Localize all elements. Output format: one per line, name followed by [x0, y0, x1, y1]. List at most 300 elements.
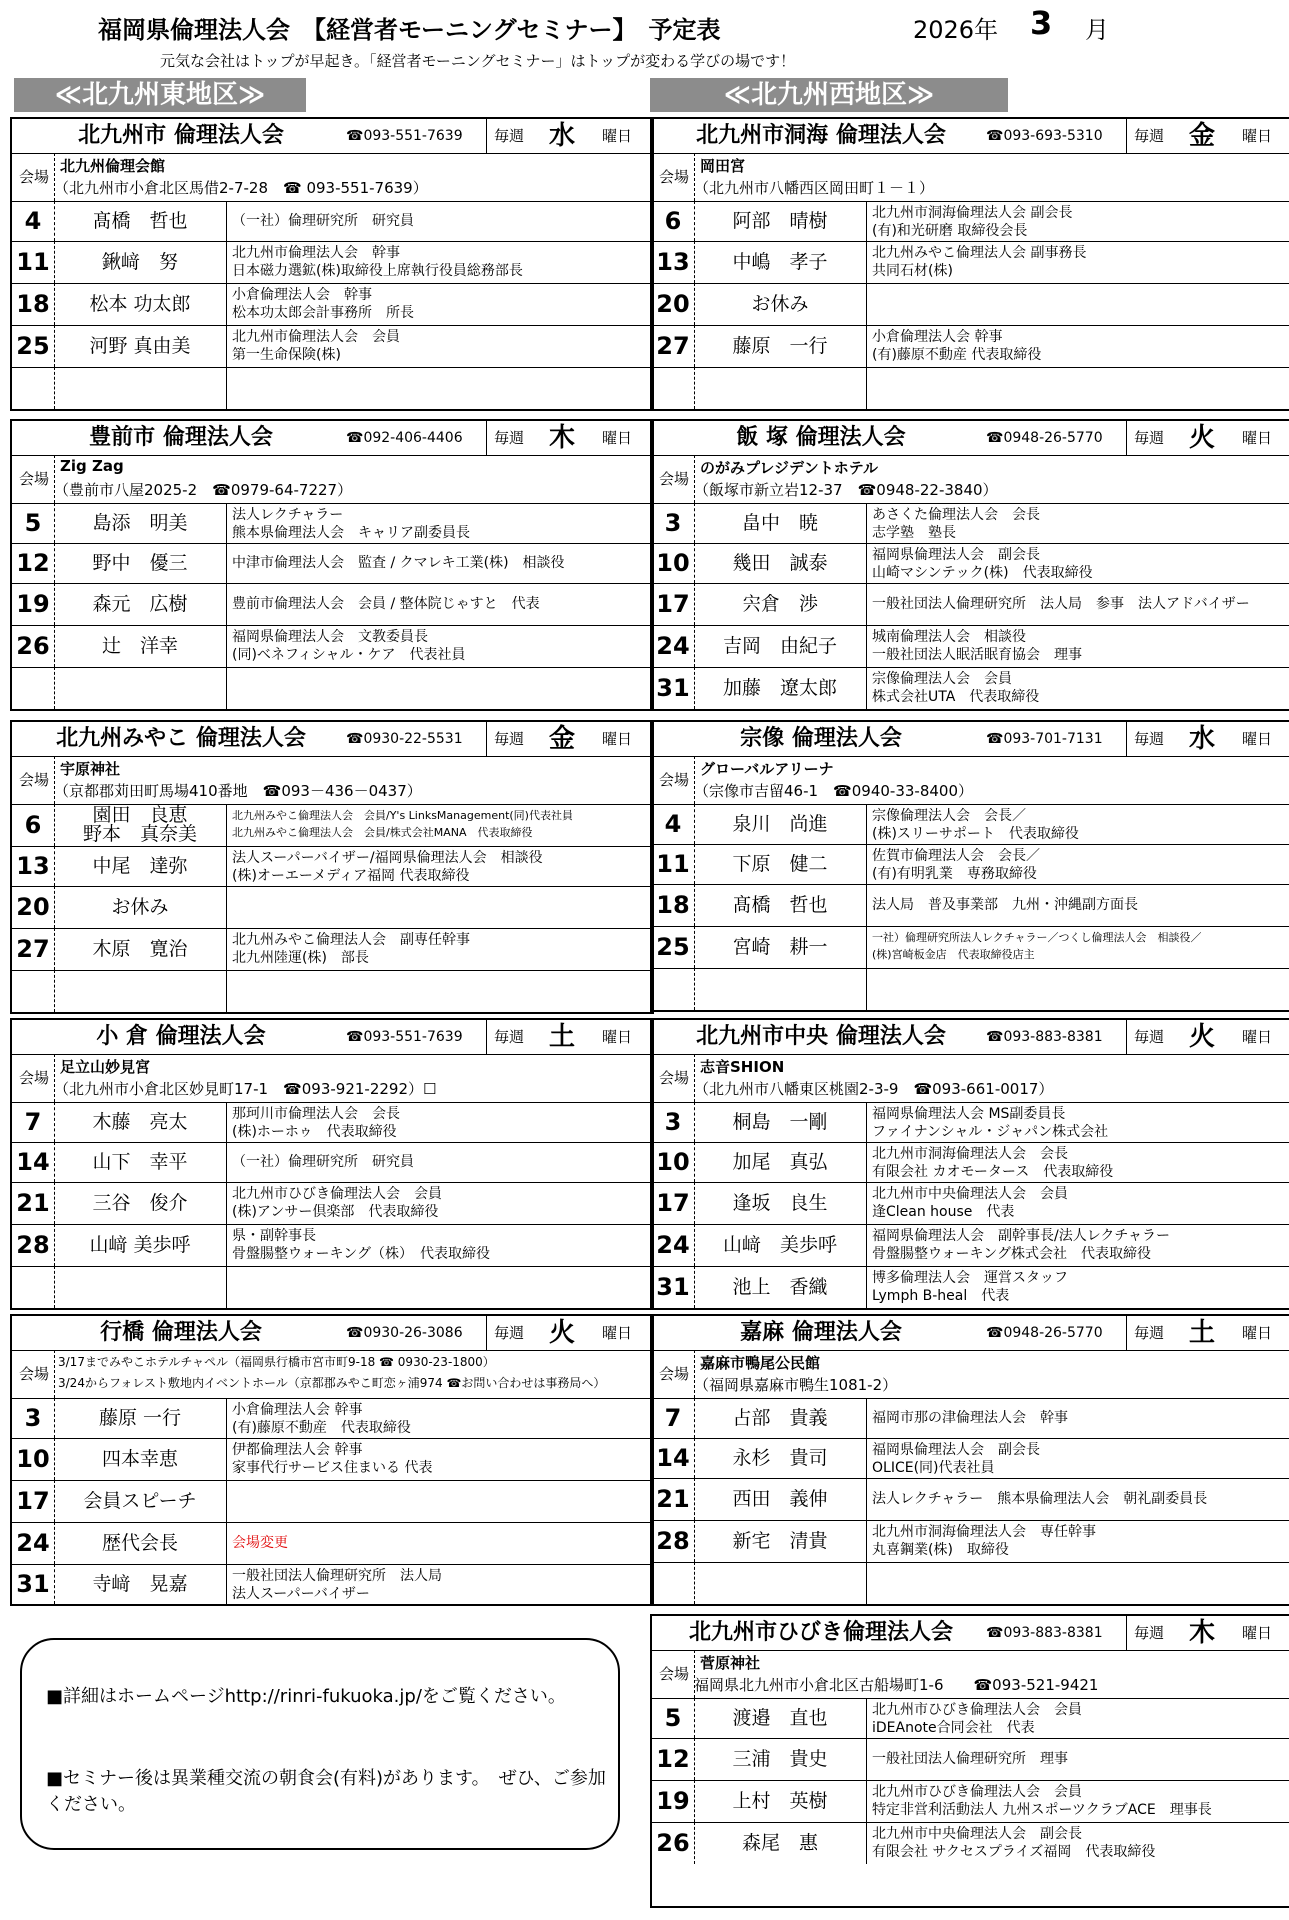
row-date: 21 [12, 1182, 55, 1224]
role-line: 宗像倫理法人会 会員 [872, 671, 1012, 687]
row-date: 14 [12, 1142, 55, 1182]
schedule-row [652, 1822, 1289, 1864]
speaker-role [232, 886, 650, 928]
row-date: 31 [12, 1564, 55, 1604]
weekly-label: 毎週 [486, 1316, 531, 1350]
chapter-header [12, 722, 652, 757]
role-line: 博多倫理法人会 運営スタッフ [872, 1270, 1068, 1286]
speaker-role [872, 1520, 1289, 1562]
schedule-row [652, 543, 1289, 584]
page-subtitle: 元気な会社はトップが早起き。「経営者モーニングセミナー」はトップが変わる学びの場です！ [160, 52, 796, 70]
role-line: 北九州市洞海倫理法人会 専任幹事 [872, 1524, 1096, 1540]
speaker-role [232, 970, 650, 1012]
speaker-name: お休み [54, 886, 227, 928]
role-line: (有)有明乳業 専務取締役 [872, 866, 1037, 882]
schedule-row [652, 1266, 1289, 1308]
month-unit: 月 [1085, 16, 1109, 44]
schedule-row [12, 1480, 652, 1523]
speaker-role [872, 844, 1289, 884]
speaker-role [872, 1142, 1289, 1182]
chapter-block [650, 1314, 1289, 1606]
role-line: 松本功太郎会計事務所 所長 [232, 305, 414, 321]
note-homepage: ■詳細はホームページhttp://rinri-fukuoka.jp/をご覧ください。 [46, 1686, 566, 1707]
speaker-name: 加尾 真弘 [694, 1142, 867, 1182]
role-line: 有限会社 カオモータース 代表取締役 [872, 1164, 1114, 1180]
schedule-row [12, 1522, 652, 1565]
speaker-role [232, 1564, 650, 1604]
row-date: 5 [12, 503, 55, 543]
role-line: 北九州陸運(株) 部長 [232, 950, 369, 966]
venue-address: （北九州市小倉北区妙見町17-1 ☎093-921-2292）☐ [54, 1080, 437, 1098]
schedule-row [12, 503, 652, 544]
speaker-role [872, 1224, 1289, 1266]
row-date: 25 [652, 926, 695, 968]
speaker-name: 桐島 一剛 [694, 1102, 867, 1142]
meeting-day: 木 [1188, 1618, 1215, 1648]
meeting-day: 土 [1188, 1318, 1215, 1348]
meeting-day: 水 [1188, 724, 1215, 754]
role-line: Lymph B-heal 代表 [872, 1288, 1010, 1304]
speaker-name: 松本 功太郎 [54, 283, 227, 325]
page-header [0, 0, 1289, 50]
role-line: 県・副幹事長 [232, 1228, 316, 1244]
chapter-name: 北九州市中央 倫理法人会 [696, 1024, 946, 1049]
venue-section [652, 1350, 1289, 1399]
speaker-name: 中尾 達弥 [54, 846, 227, 886]
role-line: 北九州市中央倫理法人会 副会長 [872, 1826, 1082, 1842]
role-line: OLICE(同)代表社員 [872, 1460, 995, 1476]
speaker-name: 三谷 俊介 [54, 1182, 227, 1224]
weekly-label: 毎週 [1126, 1020, 1171, 1054]
venue-address: 福岡県北九州市小倉北区古船場町1-6 ☎093-521-9421 [694, 1676, 1099, 1694]
chapter-phone: ☎0948-26-5770 [986, 1325, 1103, 1341]
row-date [12, 667, 55, 709]
meeting-day: 木 [548, 423, 575, 453]
schedule-row [652, 1698, 1289, 1739]
role-line: 骨盤腸整ウォーキング株式会社 代表取締役 [872, 1246, 1152, 1262]
schedule-row [12, 928, 652, 971]
row-date: 10 [652, 543, 695, 583]
weekday-label: 曜日 [1241, 730, 1272, 748]
role-line: 特定非営利活動法人 九州スポーツクラブACE 理事長 [872, 1802, 1212, 1818]
schedule-row [652, 241, 1289, 284]
speaker-role [872, 1102, 1289, 1142]
schedule-row [652, 1520, 1289, 1563]
venue-section [652, 1054, 1289, 1103]
role-line: あさくた倫理法人会 会長 [872, 507, 1040, 523]
row-date: 24 [652, 625, 695, 667]
page-title: 福岡県倫理法人会 【経営者モーニングセミナー】 予定表 [98, 16, 721, 44]
row-date: 13 [12, 846, 55, 886]
district-east-banner: ≪北九州東地区≫ [14, 78, 306, 112]
role-line: (株)ホーホゥ 代表取締役 [232, 1124, 397, 1140]
role-line: (有)和光研磨 取締役会長 [872, 223, 1028, 239]
role-line: 伊都倫理法人会 幹事 [232, 1442, 363, 1458]
row-date: 12 [12, 543, 55, 583]
chapter-name: 北九州市 倫理法人会 [78, 123, 284, 148]
speaker-name: 歴代会長 [54, 1522, 227, 1564]
venue-label: 会場 [654, 1650, 695, 1698]
role-line: （一社）倫理研究所 研究員 [232, 1154, 414, 1170]
venue-address: （福岡県嘉麻市鴨生1081-2） [694, 1376, 898, 1394]
role-line: 小倉倫理法人会 幹事 [232, 287, 372, 303]
row-date: 31 [652, 667, 695, 709]
district-west-banner: ≪北九州西地区≫ [650, 78, 1008, 112]
venue-label: 会場 [654, 756, 695, 804]
role-line: 北九州市中央倫理法人会 会員 [872, 1186, 1068, 1202]
schedule-row [652, 1398, 1289, 1439]
chapter-block [650, 1614, 1289, 1908]
schedule-row [652, 1224, 1289, 1267]
chapter-block [10, 419, 654, 711]
row-date: 24 [12, 1522, 55, 1564]
row-date: 25 [12, 325, 55, 367]
speaker-name: 畠中 暁 [694, 503, 867, 543]
schedule-row [12, 970, 652, 1012]
chapter-block [650, 1018, 1289, 1310]
schedule-row [12, 241, 652, 284]
role-line: (株)アンサー倶楽部 代表取締役 [232, 1204, 439, 1220]
venue-address: （飯塚市新立岩12-37 ☎0948-22-3840） [694, 481, 998, 499]
chapter-header [652, 119, 1289, 154]
schedule-row [12, 625, 652, 668]
weekday-label: 曜日 [601, 127, 632, 145]
chapter-header [652, 1616, 1289, 1651]
row-date: 10 [12, 1438, 55, 1480]
meeting-day: 火 [1188, 423, 1215, 453]
venue-section [12, 756, 652, 805]
speaker-role [232, 325, 650, 367]
role-line: 北九州みやこ倫理法人会 副事務長 [872, 245, 1087, 261]
role-line: 北九州市洞海倫理法人会 副会長 [872, 205, 1073, 221]
row-date: 3 [652, 1102, 695, 1142]
meeting-day: 金 [548, 724, 575, 754]
role-line: 家事代行サービス住まいる 代表 [232, 1460, 433, 1476]
speaker-name: 髙橋 哲也 [694, 884, 867, 926]
speaker-role [872, 367, 1289, 409]
venue-name: 嘉麻市鴨尾公民館 [700, 1354, 821, 1372]
chapter-header [652, 1316, 1289, 1351]
role-line: 山崎マシンテック(株) 代表取締役 [872, 565, 1093, 581]
schedule-row [652, 926, 1289, 969]
chapter-phone: ☎093-883-8381 [986, 1625, 1103, 1641]
chapter-block [10, 1018, 654, 1310]
role-line: 福岡県倫理法人会 MS副委員長 [872, 1106, 1066, 1122]
speaker-role [232, 804, 650, 846]
schedule-row [12, 804, 652, 847]
schedule-row [12, 201, 652, 242]
weekly-label: 毎週 [486, 722, 531, 756]
role-line: 福岡県倫理法人会 副会長 [872, 1442, 1040, 1458]
speaker-name: 加藤 遼太郎 [694, 667, 867, 709]
chapter-name: 北九州市ひびき倫理法人会 [688, 1620, 953, 1645]
speaker-name: 下原 健二 [694, 844, 867, 884]
speaker-role [232, 1398, 650, 1438]
venue-section [652, 756, 1289, 805]
row-date: 28 [652, 1520, 695, 1562]
speaker-name: 寺﨑 晃嘉 [54, 1564, 227, 1604]
row-date: 4 [652, 804, 695, 844]
role-line: 一社）倫理研究所法人レクチャラー／つくし倫理法人会 相談役／ [872, 931, 1202, 944]
chapter-block [10, 720, 654, 1014]
schedule-row [652, 625, 1289, 668]
speaker-name [694, 968, 867, 1010]
speaker-name: 上村 英樹 [694, 1780, 867, 1822]
role-line: 福岡県倫理法人会 副幹事長/法人レクチャラー [872, 1228, 1171, 1244]
weekday-label: 曜日 [1241, 429, 1272, 447]
speaker-name: 野中 優三 [54, 543, 227, 583]
chapter-header [12, 421, 652, 456]
schedule-row [12, 1102, 652, 1143]
speaker-name: 河野 真由美 [54, 325, 227, 367]
speaker-name [54, 970, 227, 1012]
role-line: 骨盤腸整ウォーキング（株） 代表取締役 [232, 1246, 491, 1262]
speaker-role [232, 1266, 650, 1308]
schedule-row [12, 667, 652, 709]
speaker-role [872, 583, 1289, 625]
role-line: (株)宮崎板金店 代表取締役店主 [872, 948, 1035, 961]
role-line: 株式会社UTA 代表取締役 [872, 689, 1040, 705]
schedule-row [652, 1738, 1289, 1781]
role-line: 北九州みやこ倫理法人会 副専任幹事 [232, 932, 470, 948]
speaker-role [872, 1698, 1289, 1738]
meeting-day: 金 [1188, 121, 1215, 151]
weekly-label: 毎週 [1126, 119, 1171, 153]
speaker-name: 藤原 一行 [54, 1398, 227, 1438]
venue-name: のがみプレジデントホテル [700, 459, 878, 477]
role-line: 北九州市ひびき倫理法人会 会員 [232, 1186, 442, 1202]
speaker-name: 森元 広樹 [54, 583, 227, 625]
schedule-row [652, 1102, 1289, 1143]
venue-notice-2: 3/24からフォレスト敷地内イベントホール（京都郡みやこ町恋ヶ浦974 ☎お問い合わせは事務局へ） [58, 1376, 606, 1390]
speaker-name [54, 1266, 227, 1308]
chapter-name: 嘉麻 倫理法人会 [740, 1320, 902, 1345]
role-line: 法人レクチャラー [232, 507, 344, 523]
weekday-label: 曜日 [601, 1028, 632, 1046]
venue-address: （豊前市八屋2025-2 ☎0979-64-7227） [54, 481, 353, 499]
role-line: 一般社団法人倫理研究所 理事 [872, 1751, 1068, 1767]
role-line: 法人スーパーバイザー [232, 1586, 370, 1602]
chapter-name: 豊前市 倫理法人会 [89, 425, 273, 450]
role-line: 北九州みやこ倫理法人会 会員/Y's LinksManagement(同)代表社員 [232, 809, 573, 822]
weekday-label: 曜日 [1241, 127, 1272, 145]
venue-label: 会場 [654, 1350, 695, 1398]
schedule-row [12, 1266, 652, 1308]
speaker-role [872, 1562, 1289, 1604]
speaker-name: 木藤 亮太 [54, 1102, 227, 1142]
speaker-role [232, 846, 650, 886]
speaker-role [872, 1438, 1289, 1478]
row-date: 11 [652, 844, 695, 884]
weekly-label: 毎週 [1126, 1316, 1171, 1350]
chapter-block [650, 117, 1289, 411]
chapter-header [12, 119, 652, 154]
weekday-label: 曜日 [601, 1324, 632, 1342]
speaker-name: 泉川 尚進 [694, 804, 867, 844]
role-line: 志学塾 塾長 [872, 525, 956, 541]
schedule-row [12, 1182, 652, 1225]
schedule-row [652, 367, 1289, 409]
row-date [652, 968, 695, 1010]
role-line: 中津市倫理法人会 監査 / クマレキ工業(株) 相談役 [232, 555, 565, 571]
row-date: 12 [652, 1738, 695, 1780]
speaker-name: 宮崎 耕一 [694, 926, 867, 968]
venue-name: 岡田宮 [700, 157, 746, 175]
schedule-row [12, 846, 652, 887]
role-line: 小倉倫理法人会 幹事 [872, 329, 1003, 345]
venue-name: 北九州倫理会館 [60, 157, 166, 175]
speaker-role [232, 1522, 650, 1564]
schedule-row [12, 1142, 652, 1183]
speaker-name: 山﨑 美歩呼 [54, 1224, 227, 1266]
speaker-name: 池上 香織 [694, 1266, 867, 1308]
chapter-phone: ☎093-551-7639 [346, 1029, 463, 1045]
row-date: 18 [652, 884, 695, 926]
speaker-name: 吉岡 由紀子 [694, 625, 867, 667]
speaker-name: 鍬﨑 努 [54, 241, 227, 283]
speaker-name: 木原 寛治 [54, 928, 227, 970]
venue-address: （北九州市小倉北区馬借2-7-28 ☎ 093-551-7639） [54, 179, 428, 197]
chapter-phone: ☎093-883-8381 [986, 1029, 1103, 1045]
speaker-role [872, 1266, 1289, 1308]
role-line: 北九州みやこ倫理法人会 会員/株式会社MANA 代表取締役 [232, 826, 533, 839]
speaker-role [232, 1142, 650, 1182]
speaker-name: 渡邉 直也 [694, 1698, 867, 1738]
speaker-role [232, 1102, 650, 1142]
speaker-name: 中嶋 孝子 [694, 241, 867, 283]
role-line: ファイナンシャル・ジャパン株式会社 [872, 1124, 1109, 1140]
weekday-label: 曜日 [1241, 1324, 1272, 1342]
venue-address: （宗像市吉留46-1 ☎0940-33-8400） [694, 782, 973, 800]
row-date: 21 [652, 1478, 695, 1520]
role-line: 丸喜鋼業(株) 取締役 [872, 1542, 1009, 1558]
schedule-row [652, 968, 1289, 1010]
role-line: (同)ベネフィシャル・ケア 代表社員 [232, 647, 466, 663]
venue-section [12, 153, 652, 202]
row-date: 28 [12, 1224, 55, 1266]
schedule-row [652, 1780, 1289, 1823]
meeting-day: 火 [1188, 1022, 1215, 1052]
schedule-row [12, 367, 652, 409]
role-line: 一般社団法人倫理研究所 法人局 参事 法人アドバイザー [872, 596, 1250, 612]
venue-label: 会場 [14, 1054, 55, 1102]
speaker-name: 辻 洋幸 [54, 625, 227, 667]
speaker-name [54, 667, 227, 709]
role-line: (株)オーエーメディア福岡 代表取締役 [232, 868, 470, 884]
role-line: 逢Clean house 代表 [872, 1204, 1015, 1220]
schedule-row [652, 325, 1289, 368]
schedule-row [652, 804, 1289, 845]
speaker-role [232, 1182, 650, 1224]
speaker-role [872, 804, 1289, 844]
chapter-header [12, 1316, 652, 1351]
venue-section [12, 1350, 652, 1399]
schedule-row [652, 1182, 1289, 1225]
row-date: 18 [12, 283, 55, 325]
speaker-name: 逢坂 良生 [694, 1182, 867, 1224]
chapter-name: 飯 塚 倫理法人会 [736, 425, 906, 450]
month-number: 3 [1030, 4, 1053, 42]
schedule-row [652, 1142, 1289, 1183]
row-date: 3 [12, 1398, 55, 1438]
speaker-role [232, 241, 650, 283]
venue-label: 会場 [14, 756, 55, 804]
row-date: 26 [652, 1822, 695, 1864]
speaker-role [232, 1224, 650, 1266]
speaker-role [232, 625, 650, 667]
venue-section [652, 455, 1289, 504]
venue-label: 会場 [654, 455, 695, 503]
role-line: 那珂川市倫理法人会 会長 [232, 1106, 400, 1122]
row-date [12, 367, 55, 409]
speaker-role [872, 325, 1289, 367]
speaker-role [232, 667, 650, 709]
speaker-role [232, 1438, 650, 1480]
venue-label: 会場 [14, 153, 55, 201]
schedule-row [652, 884, 1289, 927]
venue-section [12, 1054, 652, 1103]
row-date [652, 367, 695, 409]
speaker-name [54, 804, 227, 848]
role-line: 北九州市洞海倫理法人会 会長 [872, 1146, 1068, 1162]
speaker-name: 島添 明美 [54, 503, 227, 543]
venue-address: （北九州市八幡東区桃園2-3-9 ☎093-661-0017） [694, 1080, 1054, 1098]
row-date: 24 [652, 1224, 695, 1266]
weekday-label: 曜日 [1241, 1028, 1272, 1046]
speaker-name-1: 園田 良恵 [92, 804, 188, 826]
row-date: 26 [12, 625, 55, 667]
schedule-row [652, 844, 1289, 885]
info-note-box [20, 1638, 620, 1850]
schedule-row [652, 1438, 1289, 1479]
role-line: 福岡県倫理法人会 文教委員長 [232, 629, 428, 645]
meeting-day: 水 [548, 121, 575, 151]
role-line: 北九州市ひびき倫理法人会 会員 [872, 1784, 1082, 1800]
speaker-role [872, 201, 1289, 241]
chapter-phone: ☎0930-26-3086 [346, 1325, 463, 1341]
speaker-role [232, 283, 650, 325]
row-date: 3 [652, 503, 695, 543]
venue-address: （北九州市八幡西区岡田町１－１） [694, 179, 935, 197]
speaker-role [872, 1182, 1289, 1224]
speaker-name: 藤原 一行 [694, 325, 867, 367]
venue-section [652, 153, 1289, 202]
speaker-name: 宍倉 渉 [694, 583, 867, 625]
chapter-phone: ☎093-693-5310 [986, 128, 1103, 144]
speaker-role [872, 283, 1289, 325]
weekly-label: 毎週 [1126, 421, 1171, 455]
venue-name: 菅原神社 [700, 1654, 761, 1672]
row-date: 6 [652, 201, 695, 241]
schedule-row [12, 543, 652, 584]
row-date: 7 [12, 1102, 55, 1142]
role-line: 有限会社 サクセスプライズ福岡 代表取締役 [872, 1844, 1156, 1860]
speaker-name-2: 野本 真奈美 [82, 823, 197, 845]
weekly-label: 毎週 [1126, 722, 1171, 756]
speaker-role [872, 926, 1289, 968]
chapter-block [10, 117, 654, 411]
speaker-name: 三浦 貴史 [694, 1738, 867, 1780]
role-line: 一般社団法人眠活眠育協会 理事 [872, 647, 1082, 663]
speaker-role [872, 1478, 1289, 1520]
chapter-header [652, 421, 1289, 456]
chapter-phone: ☎0948-26-5770 [986, 430, 1103, 446]
meeting-day: 土 [548, 1022, 575, 1052]
venue-section [12, 455, 652, 504]
weekly-label: 毎週 [486, 1020, 531, 1054]
venue-name: 宇原神社 [60, 760, 121, 778]
row-date: 20 [652, 283, 695, 325]
